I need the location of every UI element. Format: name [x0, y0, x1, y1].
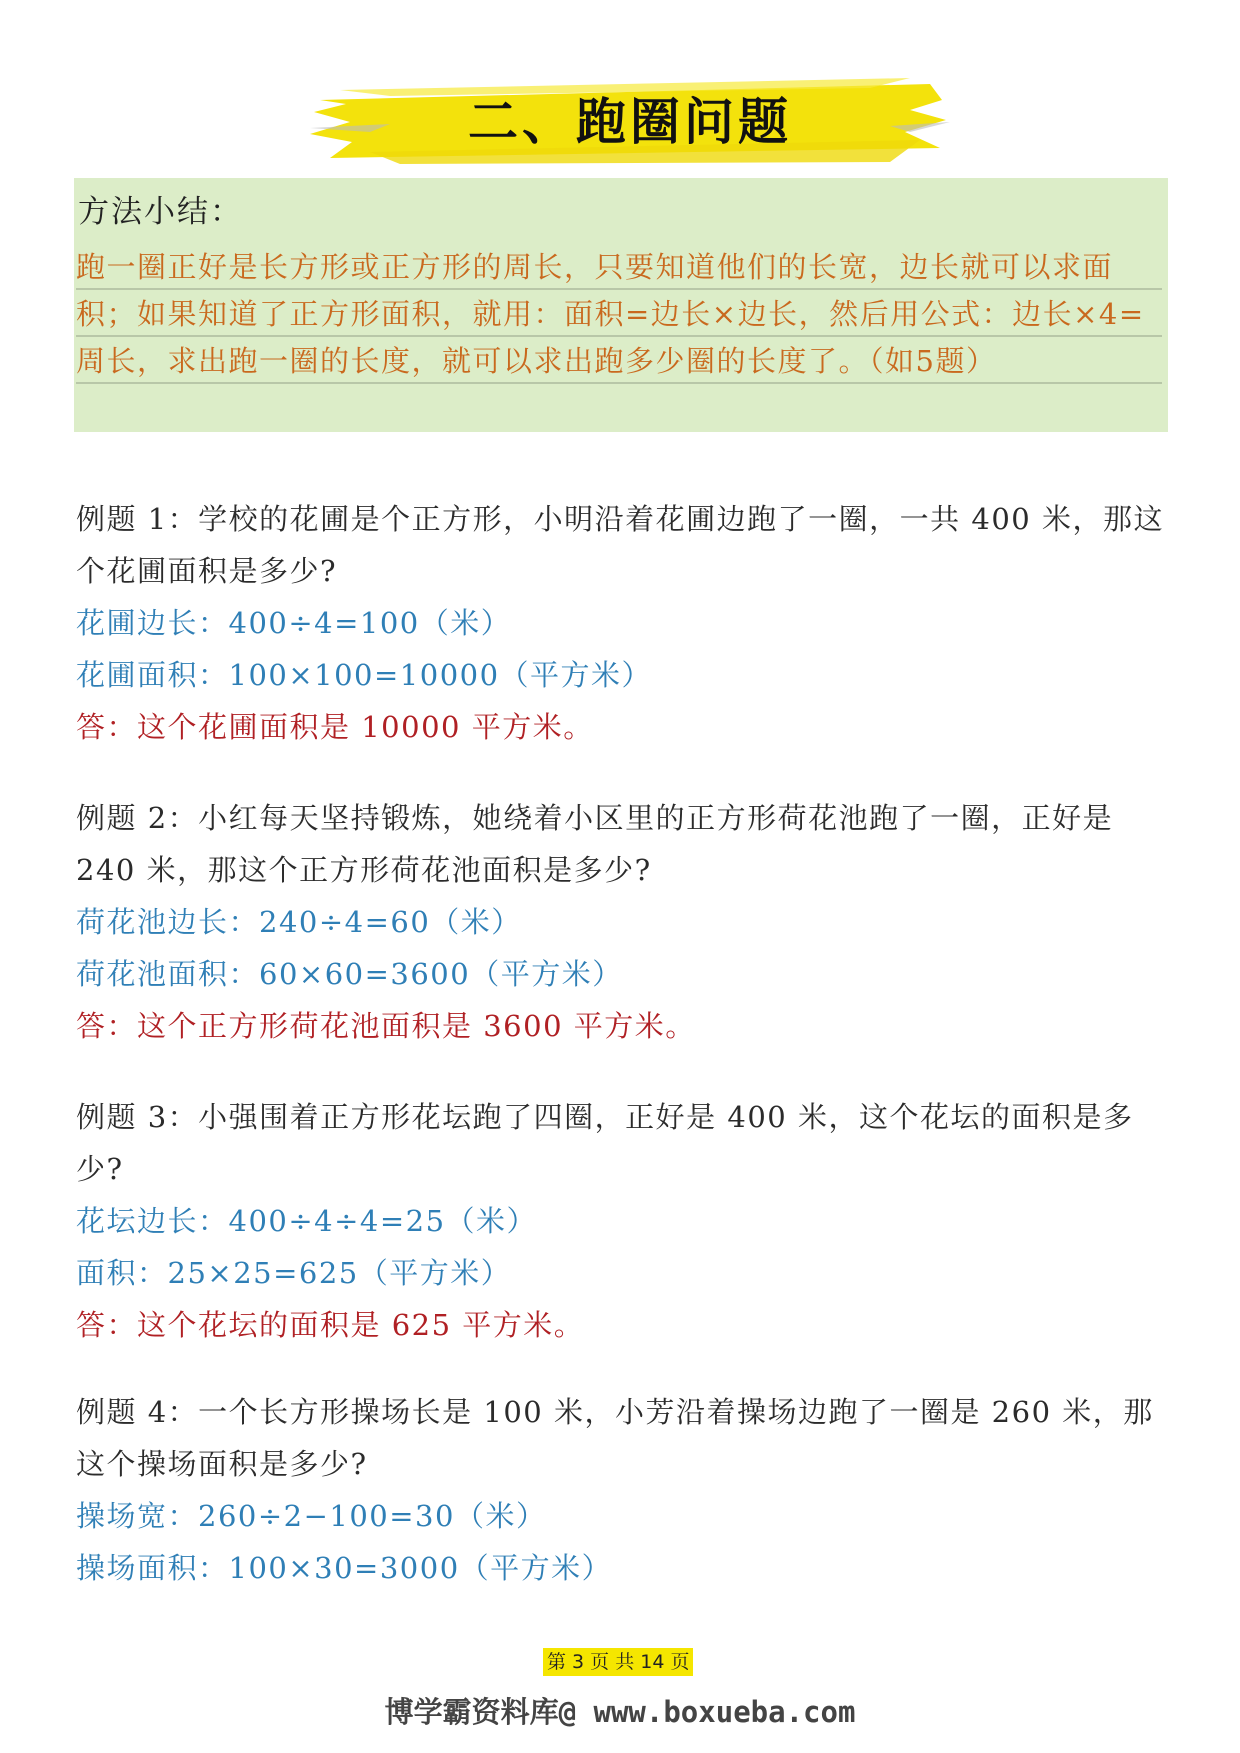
example-3 [76, 1091, 1166, 1351]
solution-step: 荷花池边长：240÷4=60（米） [76, 905, 522, 939]
solution-step: 面积：25×25=625（平方米） [76, 1256, 512, 1290]
example-1 [76, 493, 1166, 753]
example-answer: 答：这个正方形荷花池面积是 3600 平方米。 [76, 1009, 696, 1043]
page-title: 二、跑圈问题 [468, 92, 792, 151]
method-summary-box [74, 178, 1168, 432]
example-question: 例题 3：小强围着正方形花坛跑了四圈，正好是 400 米，这个花坛的面积是多少? [76, 1100, 1134, 1186]
solution-step: 荷花池面积：60×60=3600（平方米） [76, 957, 623, 991]
page-indicator: 第 3 页 共 14 页 [543, 1648, 693, 1676]
summary-heading: 方法小结： [78, 194, 243, 230]
example-question: 例题 4：一个长方形操场长是 100 米，小芳沿着操场边跑了一圈是 260 米，那这个操场面积是多少? [76, 1395, 1154, 1481]
example-4 [76, 1386, 1166, 1594]
example-question: 例题 1：学校的花圃是个正方形，小明沿着花圃边跑了一圈，一共 400 米，那这个花圃面积是多少? [76, 502, 1164, 588]
example-question: 例题 2：小红每天坚持锻炼，她绕着小区里的正方形荷花池跑了一圈，正好是 240 米，那这个正方形荷花池面积是多少? [76, 801, 1114, 887]
solution-step: 操场宽：260÷2−100=30（米） [76, 1499, 547, 1533]
summary-text: 跑一圈正好是长方形或正方形的周长，只要知道他们的长宽，边长就可以求面积；如果知道了正方形面积，就用：面积=边长×边长，然后用公式：边长×4=周长，求出跑一圈的长度，就可以求出跑多少圈的长度了。（如5题） [76, 244, 1162, 385]
solution-step: 花圃面积：100×100=10000（平方米） [76, 658, 653, 692]
example-2 [76, 792, 1166, 1052]
title-banner [310, 70, 950, 165]
example-answer: 答：这个花坛的面积是 625 平方米。 [76, 1308, 585, 1342]
example-answer: 答：这个花圃面积是 10000 平方米。 [76, 710, 594, 744]
solution-step: 操场面积：100×30=3000（平方米） [76, 1551, 613, 1585]
solution-step: 花坛边长：400÷4÷4=25（米） [76, 1204, 538, 1238]
watermark: 博学霸资料库@ www.boxueba.com [384, 1695, 856, 1729]
solution-step: 花圃边长：400÷4=100（米） [76, 606, 512, 640]
